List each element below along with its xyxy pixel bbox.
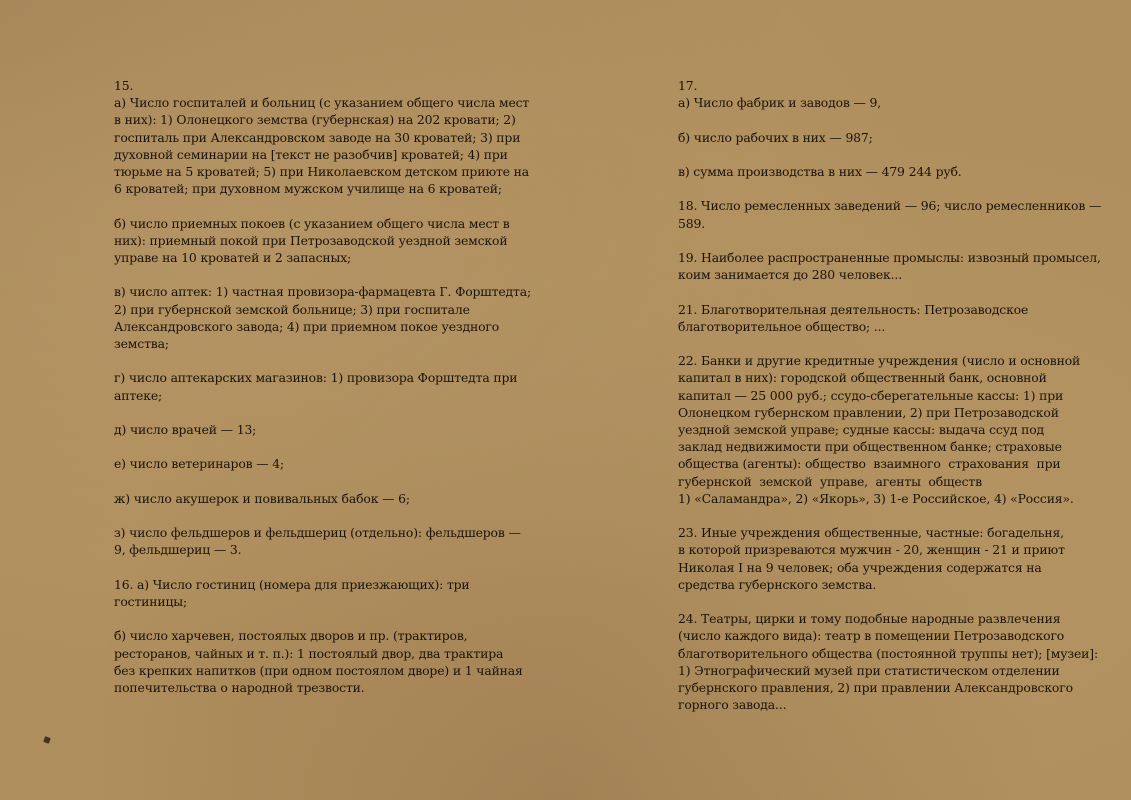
left-page-column — [114, 77, 531, 713]
text-line: (число каждого вида): театр в помещении Петрозаводского — [678, 628, 1065, 644]
text-line: 1) Этнографический музей при статистическом отделении — [678, 662, 1060, 678]
text-line: д) число врачей — 13; — [114, 422, 257, 437]
text-line: 18. Число ремесленных заведений — 96; число ремесленников — — [678, 198, 1102, 214]
paragraph — [114, 421, 509, 438]
paragraph — [114, 524, 521, 558]
text-line: ресторанов, чайных и т. п.): 1 постоялый двор, два трактира — [114, 645, 504, 661]
text-line: 15. — [114, 78, 134, 93]
text-line: средства губернского земства. — [678, 576, 877, 592]
text-line: г) число аптекарских магазинов: 1) провизора Форштедта при — [114, 370, 518, 386]
paragraph — [114, 490, 509, 507]
text-line: 21. Благотворительная деятельность: Петрозаводское — [678, 301, 1029, 317]
text-line: а) Число фабрик и заводов — 9, — [678, 95, 882, 111]
text-line: общества (агенты): общество взаимного страхования при — [678, 456, 1061, 472]
text-line: ж) число акушерок и повивальных бабок — 6; — [114, 490, 410, 506]
text-line: а) Число госпиталей и больниц (с указанием общего числа мест — [114, 95, 530, 111]
paragraph — [678, 610, 1098, 713]
paragraph — [114, 215, 509, 267]
text-line: них): приемный покой при Петрозаводской уездной земской — [114, 232, 508, 248]
text-line: е) число ветеринаров — 4; — [114, 456, 285, 472]
paragraph — [114, 627, 523, 696]
paragraph — [114, 369, 518, 403]
text-line: б) число приемных покоев (с указанием общего числа мест в — [114, 215, 510, 231]
text-line: капитал — 25 000 руб.; ссудо-сберегательные кассы: 1) при — [678, 387, 1064, 403]
text-line: земства; — [114, 336, 169, 352]
text-line: уездной земской управе; судные кассы: выдача ссуд под — [678, 421, 1045, 437]
text-line: госпиталь при Александровском заводе на 30 кроватей; 3) при — [114, 129, 521, 145]
paragraph — [678, 129, 1073, 146]
text-line: 22. Банки и другие кредитные учреждения (число и основной — [678, 353, 1081, 369]
text-line: б) число харчевен, постоялых дворов и пр. (трактиров, — [114, 628, 468, 644]
text-line: в которой призреваются мужчин - 20, женщин - 21 и приют — [678, 542, 1065, 558]
text-line: в) сумма производства в них — 479 244 руб. — [678, 163, 962, 179]
text-line: горного завода... — [678, 697, 787, 713]
text-line: благотворительное общество; ... — [678, 318, 886, 334]
text-line: тюрьме на 5 кроватей; 5) при Николаевском детском приюте на — [114, 164, 529, 180]
paragraph — [678, 197, 1102, 231]
text-line: заклад недвижимости при общественном банке; страховые — [678, 439, 1062, 455]
paragraph — [678, 77, 1073, 111]
text-line: 19. Наиболее распространенные промыслы: извозный промысел, — [678, 249, 1101, 265]
text-line: 17. — [678, 78, 698, 93]
paragraph — [114, 77, 530, 197]
text-line: управе на 10 кроватей и 2 запасных; — [114, 250, 352, 266]
text-line: коим занимается до 280 человек... — [678, 267, 902, 283]
text-line: 9, фельдшериц — 3. — [114, 542, 242, 558]
text-line: з) число фельдшеров и фельдшериц (отдельно): фельдшеров — — [114, 525, 521, 541]
text-line: капитал в них): городской общественный банк, основной — [678, 370, 1047, 386]
text-line: 23. Иные учреждения общественные, частные: богадельня, — [678, 525, 1064, 541]
text-line: 24. Театры, цирки и тому подобные народные развлечения — [678, 611, 1061, 627]
paragraph — [114, 455, 509, 472]
paragraph — [114, 576, 509, 610]
text-line: в) число аптек: 1) частная провизора-фармацевта Г. Форштедта; — [114, 284, 531, 300]
text-line: попечительства о народной трезвости. — [114, 679, 365, 695]
paragraph — [114, 283, 531, 352]
text-line: губернского правления, 2) при правлении Александровского — [678, 679, 1073, 695]
text-line: губернской земской управе, агенты обществ — [678, 473, 982, 489]
paragraph — [678, 249, 1101, 283]
paragraph — [678, 352, 1081, 507]
right-page-column — [678, 77, 1102, 731]
text-line: в них): 1) Олонецкого земства (губернская) на 202 кровати; 2) — [114, 112, 516, 128]
text-line: духовной семинарии на [текст не разобчив] кроватей; 4) при — [114, 146, 508, 162]
text-line: 16. а) Число гостиниц (номера для приезжающих): три — [114, 576, 470, 592]
text-line: Олонецком губернском правлении, 2) при Петрозаводской — [678, 404, 1059, 420]
text-line: Николая I на 9 человек; оба учреждения содержатся на — [678, 559, 1042, 575]
text-line: 1) «Саламандра», 2) «Якорь», 3) 1-е Российское, 4) «Россия». — [678, 490, 1074, 506]
text-line: 6 кроватей; при духовном мужском училище на 6 кроватей; — [114, 181, 502, 197]
text-line: Александровского завода; 4) при приемном покое уездного — [114, 318, 500, 334]
paragraph — [678, 163, 1073, 180]
text-line: без крепких напитков (при одном постоялом дворе) и 1 чайная — [114, 662, 523, 678]
text-line: 589. — [678, 215, 705, 231]
ink-blot — [43, 736, 51, 744]
text-line: 2) при губернской земской больнице; 3) при госпитале — [114, 301, 470, 317]
text-line: гостиницы; — [114, 593, 188, 609]
paragraph — [678, 524, 1073, 593]
text-line: б) число рабочих в них — 987; — [678, 129, 873, 145]
text-line: благотворительного общества (постоянной труппы нет); [музеи]: — [678, 645, 1098, 661]
text-line: аптеке; — [114, 387, 163, 403]
paragraph — [678, 301, 1073, 335]
